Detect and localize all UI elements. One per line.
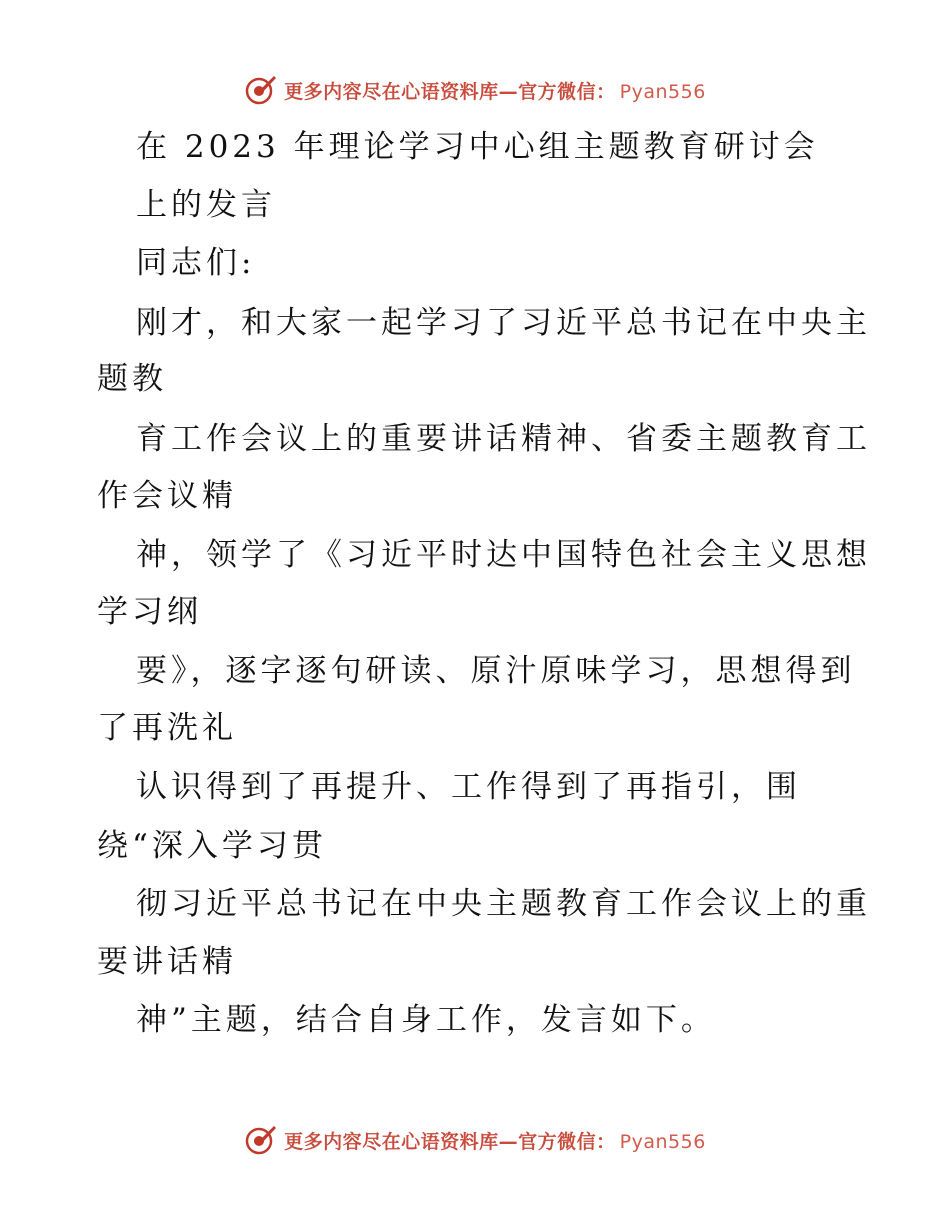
header-watermark: [0, 70, 950, 110]
paragraph-line: 神，领学了《习近平时达中国特色社会主义思想: [136, 537, 871, 573]
paragraph-line: 认识得到了再提升、工作得到了再指引，围: [136, 769, 801, 805]
paragraph-line: 题教: [97, 361, 167, 397]
doc-title-line-1: 在 2023 年理论学习中心组主题教育研讨会: [136, 129, 819, 165]
quill-logo-icon: [244, 1123, 278, 1157]
paragraph-line: 彻习近平总书记在中央主题教育工作会议上的重: [136, 886, 871, 922]
paragraph-line: 神”主题，结合自身工作，发言如下。: [136, 1002, 716, 1038]
salutation: 同志们:: [136, 245, 256, 281]
paragraph-line: 要讲话精: [97, 944, 237, 980]
paragraph-line: 学习纲: [97, 594, 202, 630]
paragraph-line: 绕“深入学习贯: [97, 828, 327, 864]
paragraph-line: 要》，逐字逐句研读、原汁原味学习，思想得到: [136, 653, 856, 689]
doc-title-line-2: 上的发言: [136, 187, 276, 223]
paragraph-line: 作会议精: [97, 478, 237, 514]
watermark-text: 更多内容尽在心语资料库—官方微信： Pyan556: [284, 80, 706, 103]
paragraph-line: 刚才，和大家一起学习了习近平总书记在中央主: [136, 305, 871, 341]
watermark-text: 更多内容尽在心语资料库—官方微信： Pyan556: [284, 1130, 706, 1153]
paragraph-line: 育工作会议上的重要讲话精神、省委主题教育工: [136, 421, 871, 457]
quill-logo-icon: [244, 73, 278, 107]
footer-watermark: [0, 1120, 950, 1160]
paragraph-line: 了再洗礼: [97, 710, 237, 746]
